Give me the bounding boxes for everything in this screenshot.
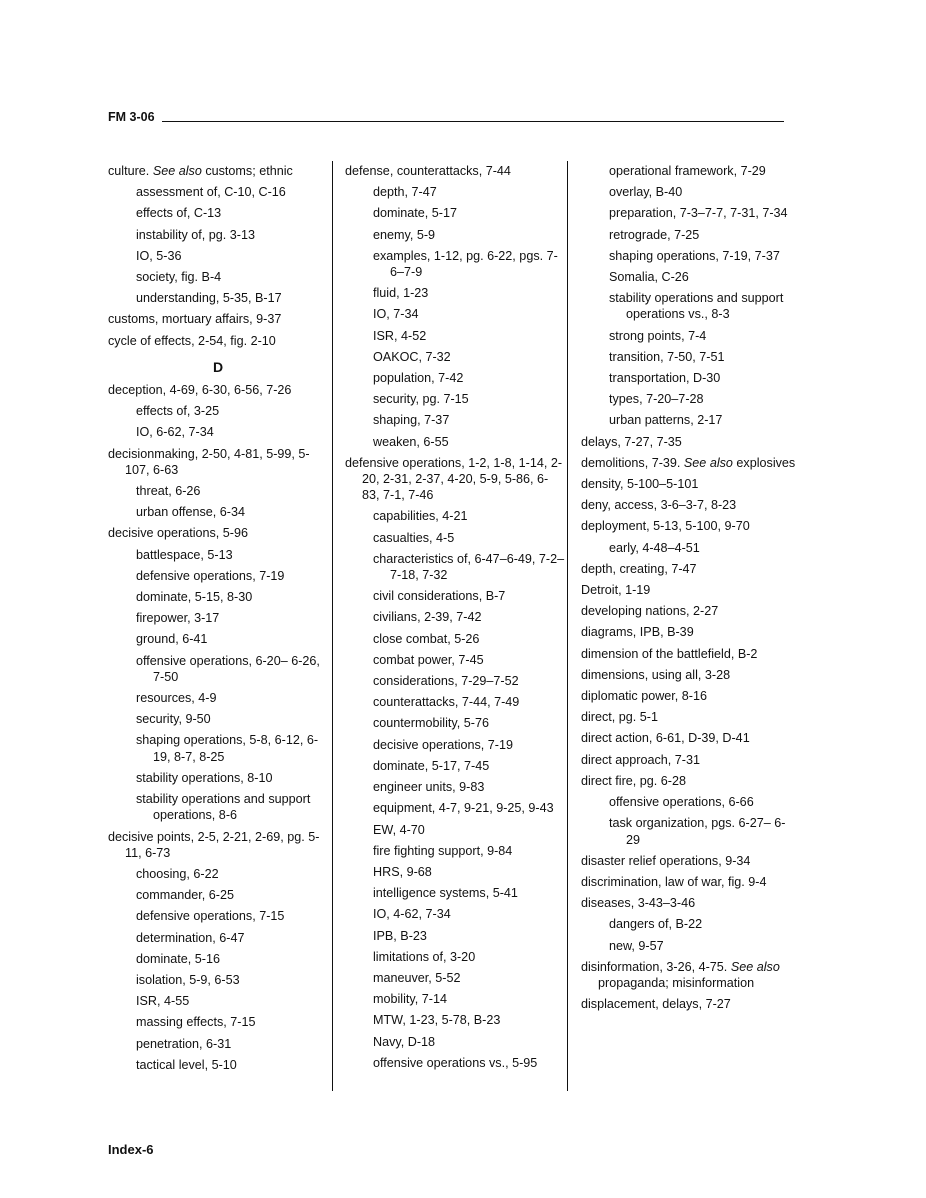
index-subentry: considerations, 7-29–7-52 (373, 674, 519, 689)
index-subentry: Somalia, C-26 (609, 270, 689, 285)
index-entry: direct fire, pg. 6-28 (581, 773, 686, 788)
index-column-3 (581, 163, 796, 1017)
index-entry: deployment, 5-13, 5-100, 9-70 (581, 519, 750, 534)
see-also-text: See also (730, 959, 780, 974)
index-entry (581, 455, 796, 471)
index-subentry: dominate, 5-17 (373, 206, 458, 221)
index-subentry: overlay, B-40 (609, 185, 683, 200)
index-subentry: battlespace, 5-13 (136, 547, 233, 562)
index-subentry: combat power, 7-45 (373, 652, 484, 667)
index-subentry: society, fig. B-4 (136, 270, 222, 285)
index-subentry: fluid, 1-23 (373, 286, 429, 301)
index-entry: direct approach, 7-31 (581, 752, 701, 767)
index-entry: delays, 7-27, 7-35 (581, 434, 682, 449)
index-subentry: offensive operations, 6-66 (609, 795, 754, 810)
header-rule (162, 121, 784, 122)
index-subentry: counterattacks, 7-44, 7-49 (373, 695, 520, 710)
manual-number: FM 3-06 (108, 110, 155, 124)
index-entry: dimension of the battlefield, B-2 (581, 646, 758, 661)
index-subentry: types, 7-20–7-28 (609, 392, 704, 407)
index-subentry: IPB, B-23 (373, 928, 427, 943)
index-subentry: firepower, 3-17 (136, 611, 220, 626)
index-subentry: IO, 5-36 (136, 248, 182, 263)
index-subentry: casualties, 4-5 (373, 530, 455, 545)
index-subentry: engineer units, 9-83 (373, 780, 485, 795)
index-entry: discrimination, law of war, fig. 9-4 (581, 874, 767, 889)
index-subentry: civilians, 2-39, 7-42 (373, 610, 482, 625)
index-entry: developing nations, 2-27 (581, 604, 719, 619)
page-header (108, 110, 784, 124)
index-entry: defensive operations, 1-2, 1-8, 1-14, 2-20, 2-31, 2-37, 4-20, 5-9, 5-86, 6-83, 7-1, 7-46 (345, 455, 563, 503)
index-subentry: transportation, D-30 (609, 371, 721, 386)
see-also-text: See also (683, 455, 733, 470)
see-also-text: See also (152, 164, 202, 178)
index-subentry: massing effects, 7-15 (136, 1015, 256, 1030)
index-subentry: close combat, 5-26 (373, 631, 480, 646)
index-subentry: fire fighting support, 9-84 (373, 843, 513, 858)
index-subentry: countermobility, 5-76 (373, 716, 489, 731)
index-subentry: penetration, 6-31 (136, 1036, 232, 1051)
index-subentry: MTW, 1-23, 5-78, B-23 (373, 1013, 501, 1028)
index-subentry: urban offense, 6-34 (136, 505, 245, 520)
index-subentry: urban patterns, 2-17 (609, 413, 723, 428)
index-entry (108, 163, 328, 179)
index-subentry: dominate, 5-15, 8-30 (136, 590, 253, 605)
index-subentry: effects of, 3-25 (136, 404, 220, 419)
index-column-1 (108, 163, 328, 1078)
index-entry: density, 5-100–5-101 (581, 477, 699, 492)
entry-reference: explosives (732, 455, 796, 470)
index-subentry: dangers of, B-22 (609, 917, 703, 932)
index-subentry: equipment, 4-7, 9-21, 9-25, 9-43 (373, 801, 554, 816)
index-subentry: maneuver, 5-52 (373, 970, 461, 985)
index-entry: cycle of effects, 2-54, fig. 2-10 (108, 333, 276, 348)
index-subentry: characteristics of, 6-47–6-49, 7-2–7-18, 7-32 (373, 551, 565, 583)
index-subentry: preparation, 7-3–7-7, 7-31, 7-34 (609, 206, 788, 221)
index-subentry: enemy, 5-9 (373, 227, 436, 242)
index-subentry: defensive operations, 7-19 (136, 568, 285, 583)
index-entry: decisive points, 2-5, 2-21, 2-69, pg. 5-11, 6-73 (108, 829, 320, 860)
index-subentry: security, 9-50 (136, 712, 211, 727)
index-entry: deception, 4-69, 6-30, 6-56, 7-26 (108, 383, 292, 398)
index-entry: depth, creating, 7-47 (581, 561, 697, 576)
index-subentry: offensive operations, 6-20– 6-26, 7-50 (136, 653, 320, 684)
index-subentry: stability operations and support operations vs., 8-3 (609, 291, 784, 322)
entry-text: disinformation, 3-26, 4-75. (581, 959, 731, 974)
index-column-2 (345, 163, 565, 1076)
index-subentry: intelligence systems, 5-41 (373, 886, 518, 901)
index-subentry: task organization, pgs. 6-27– 6-29 (609, 816, 786, 847)
index-subentry: choosing, 6-22 (136, 866, 219, 881)
index-subentry: offensive operations vs., 5-95 (373, 1055, 538, 1070)
index-subentry: assessment of, C-10, C-16 (136, 185, 286, 200)
index-subentry: ISR, 4-52 (373, 328, 427, 343)
index-subentry: instability of, pg. 3-13 (136, 227, 256, 242)
index-entry: defense, counterattacks, 7-44 (345, 164, 511, 178)
index-subentry: dominate, 5-16 (136, 951, 221, 966)
entry-text: demolitions, 7-39. (581, 455, 684, 470)
index-subentry: transition, 7-50, 7-51 (609, 349, 725, 364)
index-subentry: operational framework, 7-29 (609, 164, 766, 178)
index-entry: decisive operations, 5-96 (108, 526, 249, 541)
index-subentry: capabilities, 4-21 (373, 509, 468, 524)
index-entry: disaster relief operations, 9-34 (581, 853, 751, 868)
index-subentry: new, 9-57 (609, 938, 664, 953)
index-subentry: IO, 7-34 (373, 307, 419, 322)
index-entry: customs, mortuary affairs, 9-37 (108, 312, 282, 327)
index-subentry: threat, 6-26 (136, 484, 201, 499)
index-entry: diplomatic power, 8-16 (581, 689, 708, 704)
index-subentry: ground, 6-41 (136, 632, 208, 647)
index-subentry: effects of, C-13 (136, 206, 222, 221)
index-subentry: shaping operations, 7-19, 7-37 (609, 248, 780, 263)
index-entry: diagrams, IPB, B-39 (581, 625, 694, 640)
index-subentry: resources, 4-9 (136, 691, 217, 706)
index-subentry: dominate, 5-17, 7-45 (373, 758, 490, 773)
index-subentry: shaping, 7-37 (373, 413, 450, 428)
index-subentry: stability operations and support operations, 8-6 (136, 792, 311, 823)
entry-reference: customs; ethnic (201, 164, 293, 178)
index-entry: decisionmaking, 2-50, 4-81, 5-99, 5-107, 6-63 (108, 446, 310, 477)
index-entry: displacement, delays, 7-27 (581, 997, 731, 1012)
index-entry: Detroit, 1-19 (581, 583, 651, 598)
index-subentry: civil considerations, B-7 (373, 589, 506, 604)
index-subentry: commander, 6-25 (136, 888, 235, 903)
page-number: Index-6 (108, 1142, 154, 1157)
index-subentry: stability operations, 8-10 (136, 770, 273, 785)
index-subentry: mobility, 7-14 (373, 992, 447, 1007)
index-entry: direct, pg. 5-1 (581, 710, 659, 725)
index-subentry: decisive operations, 7-19 (373, 737, 514, 752)
index-subentry: tactical level, 5-10 (136, 1057, 237, 1072)
index-subentry: security, pg. 7-15 (373, 392, 469, 407)
index-entry: diseases, 3-43–3-46 (581, 896, 696, 911)
index-subentry: isolation, 5-9, 6-53 (136, 972, 240, 987)
section-letter: D (212, 358, 224, 375)
index-subentry: OAKOC, 7-32 (373, 349, 451, 364)
index-entry: dimensions, using all, 3-28 (581, 667, 731, 682)
index-subentry: IO, 6-62, 7-34 (136, 425, 214, 440)
index-subentry: determination, 6-47 (136, 930, 245, 945)
index-subentry: weaken, 6-55 (373, 434, 449, 449)
index-subentry: examples, 1-12, pg. 6-22, pgs. 7-6–7-9 (373, 248, 558, 280)
index-subentry: IO, 4-62, 7-34 (373, 907, 451, 922)
index-subentry: Navy, D-18 (373, 1034, 436, 1049)
column-divider-1 (332, 161, 333, 1091)
index-subentry: understanding, 5-35, B-17 (136, 291, 282, 306)
index-entry (581, 959, 796, 991)
entry-reference: propaganda; misinformation (598, 975, 755, 990)
index-subentry: population, 7-42 (373, 371, 464, 386)
index-subentry: early, 4-48–4-51 (609, 540, 700, 555)
index-subentry: retrograde, 7-25 (609, 227, 700, 242)
entry-text: culture. (108, 164, 153, 178)
index-entry: direct action, 6-61, D-39, D-41 (581, 731, 750, 746)
column-divider-2 (567, 161, 568, 1091)
index-subentry: strong points, 7-4 (609, 328, 707, 343)
index-subentry: HRS, 9-68 (373, 864, 432, 879)
index-subentry: ISR, 4-55 (136, 994, 190, 1009)
index-subentry: depth, 7-47 (373, 185, 437, 200)
index-subentry: defensive operations, 7-15 (136, 909, 285, 924)
index-entry: deny, access, 3-6–3-7, 8-23 (581, 498, 737, 513)
index-subentry: limitations of, 3-20 (373, 949, 476, 964)
index-subentry: EW, 4-70 (373, 822, 425, 837)
index-subentry: shaping operations, 5-8, 6-12, 6-19, 8-7, 8-25 (136, 733, 319, 764)
